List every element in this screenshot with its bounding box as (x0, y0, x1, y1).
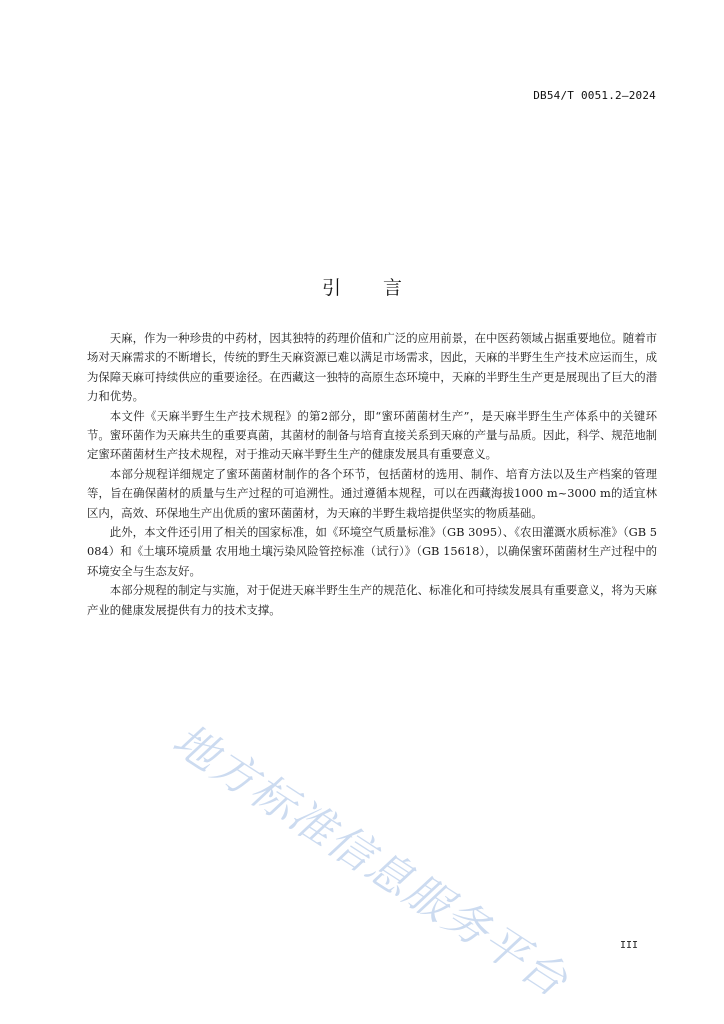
document-code: DB54/T 0051.2—2024 (533, 89, 656, 102)
page-number: III (619, 940, 638, 951)
paragraph-references: 此外，本文件还引用了相关的国家标准，如《环境空气质量标准》（GB 3095）、《农田灌溉水质标准》（GB 5084）和《土壤环境质量 农用地土壤污染风险管控标准（试行）》（GB 15618），以确保蜜环菌菌材生产过程中的环境安全与生态友好。 (87, 525, 657, 578)
paragraph-intro: 天麻，作为一种珍贵的中药材，因其独特的药理价值和广泛的应用前景，在中医药领域占据重要地位。随着市场对天麻需求的不断增长，传统的野生天麻资源已难以满足市场需求，因此，天麻的半野生生产技术应运而生，成为保障天麻可持续供应的重要途径。在西藏这一独特的高原生态环境中，天麻的半野生生产更是展现出了巨大的潜力和优势。 (87, 331, 657, 404)
watermark: 地方标准信息服务平台 (163, 714, 578, 1008)
paragraph-significance: 本部分规程的制定与实施，对于促进天麻半野生生产的规范化、标准化和可持续发展具有重要意义，将为天麻产业的健康发展提供有力的技术支撑。 (87, 583, 657, 617)
section-title: 引言 (321, 277, 444, 299)
body-text (87, 329, 657, 620)
paragraph-scope: 本文件《天麻半野生生产技术规程》的第2部分，即“蜜环菌菌材生产”，是天麻半野生生产体系中的关键环节。蜜环菌作为天麻共生的重要真菌，其菌材的制备与培育直接关系到天麻的产量与品质。因此，科学、规范地制定蜜环菌菌材生产技术规程，对于推动天麻半野生生产的健康发展具有重要意义。 (87, 408, 657, 462)
paragraph-content: 本部分规程详细规定了蜜环菌菌材制作的各个环节，包括菌材的选用、制作、培育方法以及生产档案的管理等，旨在确保菌材的质量与生产过程的可追溯性。通过遵循本规程，可以在西藏海拔1000 m~3000 m的适宜林区内，高效、环保地生产出优质的蜜环菌菌材，为天麻的半野生栽培提供坚实的物质基础。 (87, 466, 657, 520)
